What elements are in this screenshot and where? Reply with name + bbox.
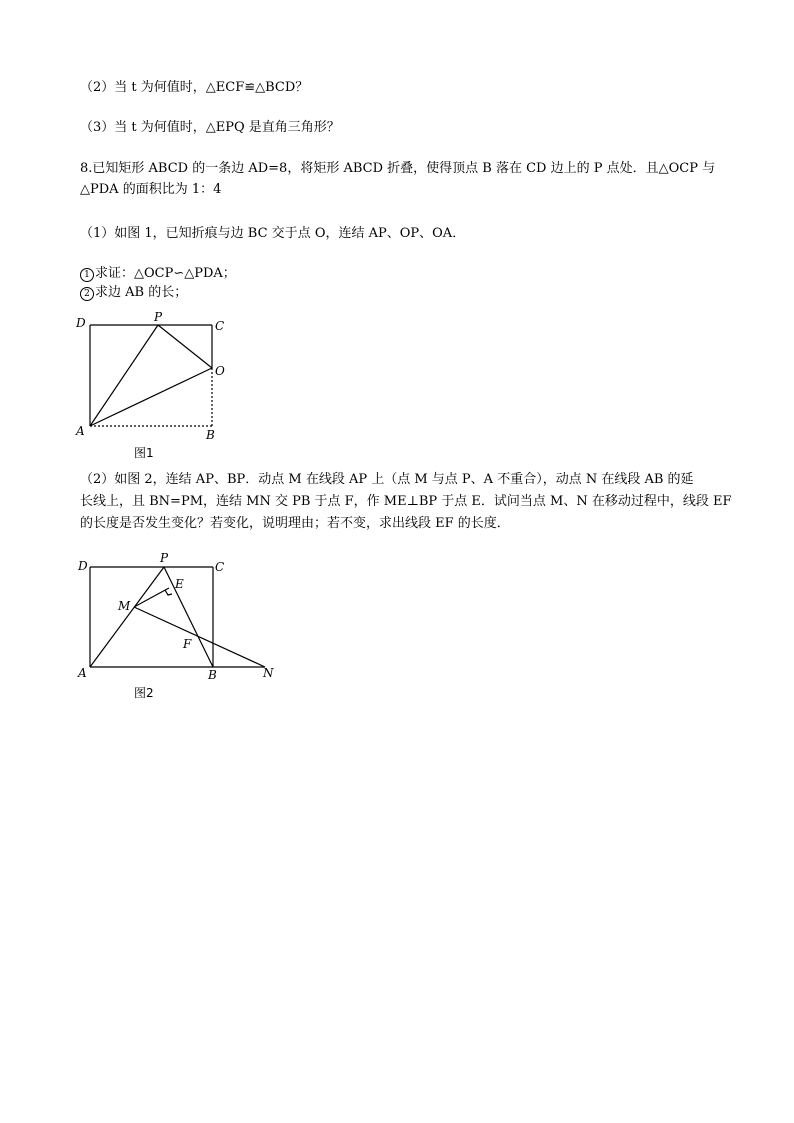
fig2-caption: 图2	[134, 686, 154, 700]
fig1-label-c: C	[215, 319, 225, 333]
circled-number-1: 1	[80, 268, 94, 282]
part-1-statement: （1）如图 1，已知折痕与边 BC 交于点 O，连结 AP、OP、OA．	[80, 226, 466, 241]
fig1-label-b: B	[206, 428, 215, 442]
part-2-line-1: （2）如图 2，连结 AP、BP．动点 M 在线段 AP 上（点 M 与点 P、A 不重合），动点 N 在线段 AB 的延	[80, 472, 694, 487]
fig2-label-b: B	[208, 668, 217, 682]
figure-2-diagram	[70, 548, 290, 708]
fig1-label-o: O	[215, 364, 225, 378]
fig2-label-e: E	[175, 577, 184, 591]
circled-number-2: 2	[80, 287, 94, 301]
part-2-line-3: 的长度是否发生变化？若变化，说明理由；若不变，求出线段 EF 的长度．	[80, 516, 510, 531]
sub-question-2-text: 求边 AB 的长；	[95, 285, 188, 300]
fig2-segment-pb	[164, 567, 213, 667]
fig2-label-c: C	[215, 560, 225, 574]
problem-8-line-1: 8.已知矩形 ABCD 的一条边 AD=8，将矩形 ABCD 折叠，使得顶点 B 落在 CD 边上的 P 点处．且△OCP 与	[80, 161, 716, 176]
part-2-line-2: 长线上，且 BN=PM，连结 MN 交 PB 于点 F，作 ME⊥BP 于点 E．试问当点 M、N 在移动过程中，线段 EF	[80, 494, 732, 509]
fig1-segment-ap	[90, 325, 158, 426]
fig2-label-f: F	[183, 637, 192, 651]
fig1-segment-po	[158, 325, 212, 368]
fig2-right-angle-mark	[165, 590, 172, 595]
fig1-caption: 图1	[134, 446, 154, 460]
fig2-label-d: D	[78, 559, 88, 573]
figure-1-diagram	[70, 305, 250, 465]
fig2-segment-mn	[134, 607, 265, 667]
fig2-segment-ap	[90, 567, 164, 667]
problem-8-line-2: △PDA 的面积比为 1：4	[80, 182, 222, 197]
fig1-segment-ao	[90, 368, 212, 426]
sub-question-1-text: 求证：△OCP∽△PDA；	[95, 266, 236, 281]
fig1-label-d: D	[76, 316, 86, 330]
fig2-label-n: N	[263, 666, 274, 680]
fig2-segment-me	[134, 588, 169, 607]
figure-1	[70, 305, 250, 465]
fig2-label-a: A	[78, 666, 87, 680]
sub-question-2	[80, 285, 187, 301]
fig2-label-p: P	[160, 551, 169, 565]
question-2: （2）当 t 为何值时，△ECF≌△BCD？	[80, 80, 309, 95]
fig1-label-a: A	[76, 424, 85, 438]
fig1-label-p: P	[154, 310, 163, 324]
figure-2	[70, 548, 290, 708]
sub-question-1	[80, 266, 236, 282]
question-3: （3）当 t 为何值时，△EPQ 是直角三角形？	[80, 120, 340, 135]
fig2-label-m: M	[118, 599, 131, 613]
